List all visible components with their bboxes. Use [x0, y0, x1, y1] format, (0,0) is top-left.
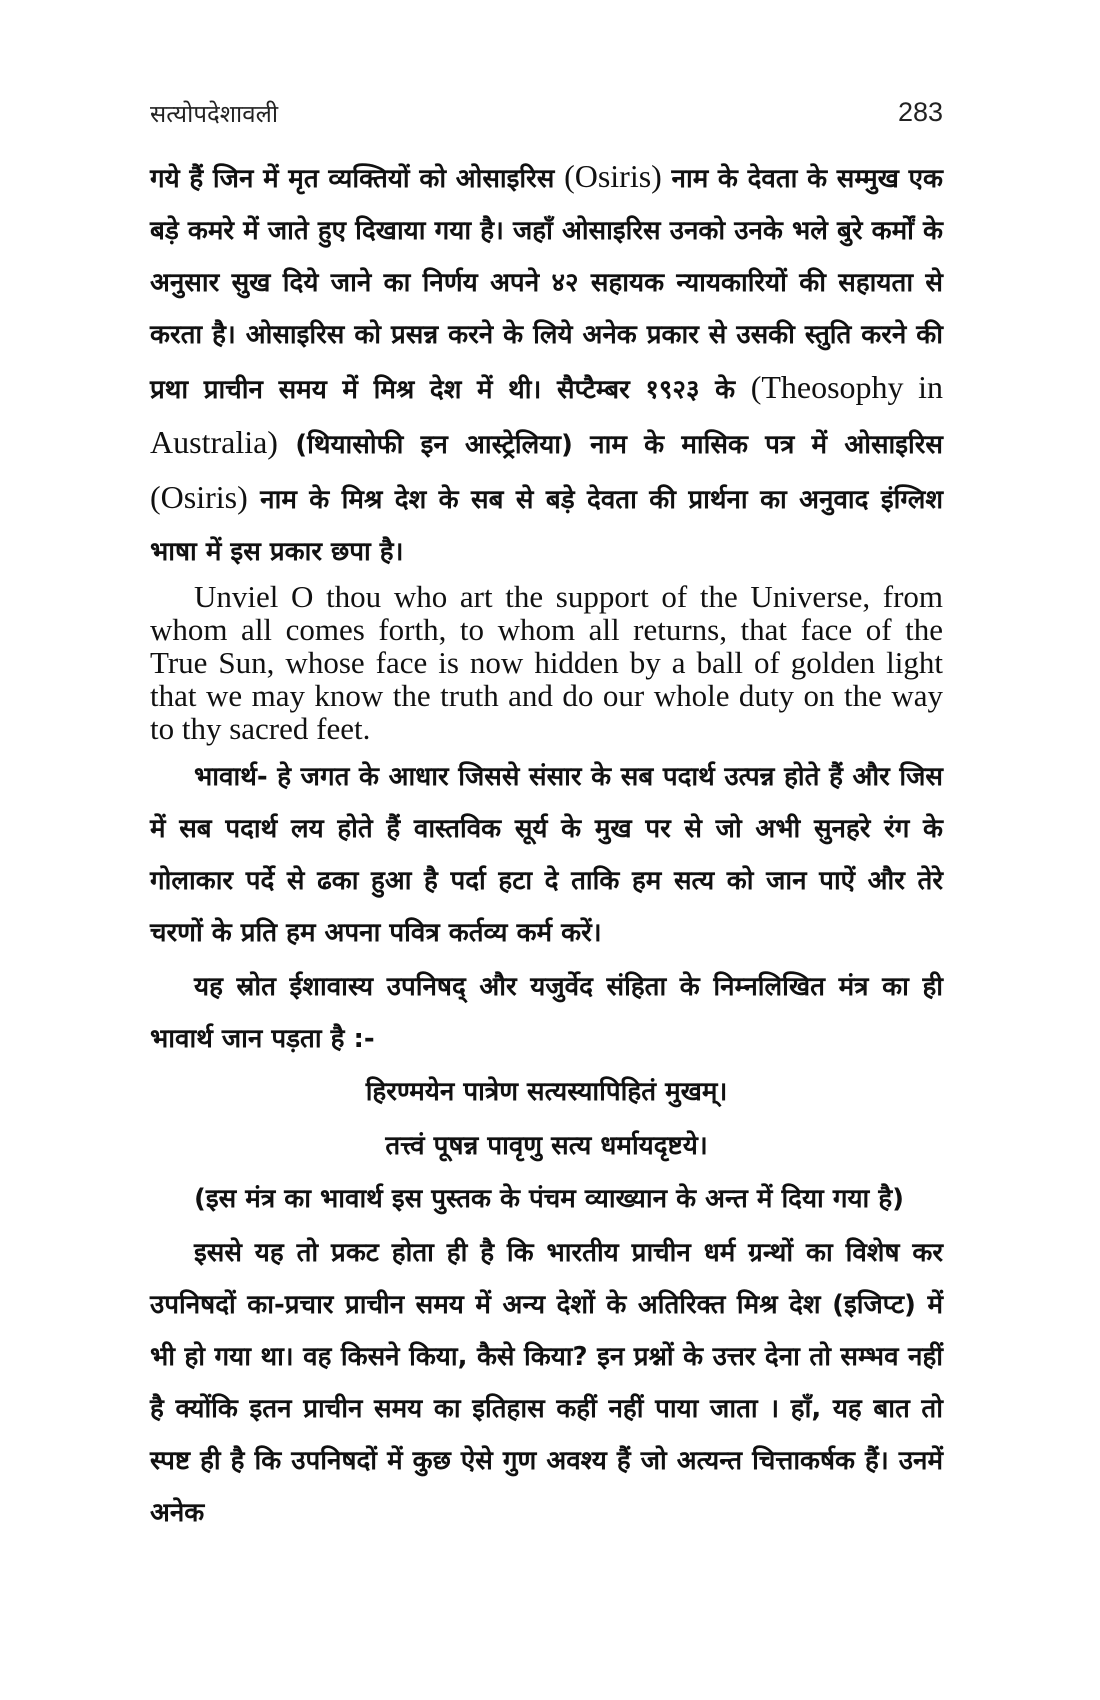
verse-line-1: हिरण्मयेन पात्रेण सत्यस्यापिहितं मुखम्। — [365, 1077, 728, 1107]
book-title: सत्योपदेशावली — [150, 100, 279, 128]
text-run: नाम के देवता के सम्मुख एक बड़े कमरे में जाते हुए दिखाया गया है। जहाँ ओसाइरिस उनको उनके भले बुरे कर्मों के अनुसार सुख दिये जाने का निर्णय अपने ४२ सहायक न्यायकारियों की सहायता से करता है। ओसाइरिस को प्रसन्न करने के लिये अनेक प्रकार से उसकी स्तुति करने की प्रथा प्राचीन समय में मिश्र देश में थी। सैप्टैम्बर १९२३ के — [150, 164, 943, 405]
english-title-theosophy: (Theosophy in Australia) — [150, 369, 944, 460]
english-term-osiris: (Osiris) — [150, 479, 248, 515]
page-number: 283 — [897, 97, 943, 127]
page-body — [150, 150, 943, 1539]
text-run: (थियासोफी इन आस्ट्रेलिया) नाम के मासिक पत्र में ओसाइरिस — [277, 430, 943, 460]
paragraph-final: इससे यह तो प्रकट होता ही है कि भारतीय प्राचीन धर्म ग्रन्थों का विशेष कर उपनिषदों का-प्रचार प्राचीन समय में अन्य देशों के अतिरिक्त मिश्र देश (इजिप्ट) में भी हो गया था। वह किसने किया, कैसे किया? इन प्रश्नों के उत्तर देना तो सम्भव नहीं है क्योंकि इतन प्राचीन समय का इतिहास कहीं नहीं पाया जाता । हाँ, यह बात तो स्पष्ट ही है कि उपनिषदों में कुछ ऐसे गुण अवश्य हैं जो अत्यन्त चित्ताकर्षक हैं। उनमें अनेक — [150, 1238, 943, 1528]
paragraph-source: यह स्रोत ईशावास्य उपनिषद् और यजुर्वेद संहिता के निम्नलिखित मंत्र का ही भावार्थ जान पड़ता है :- — [150, 972, 943, 1054]
paragraph-osiris — [150, 150, 943, 578]
english-prayer: Unviel O thou who art the support of the Universe, from whom all comes forth, to whom all returns, that face of the True Sun, whose face is now hidden by a ball of golden light that we may know the truth and do our whole duty on the way to thy sacred feet. — [150, 579, 943, 746]
english-term-osiris: (Osiris) — [564, 158, 662, 194]
text-run: नाम के मिश्र देश के सब से बड़े देवता की प्रार्थना का अनुवाद इंग्लिश भाषा में इस प्रकार छपा है। — [150, 485, 943, 567]
paragraph-bhavarth: भावार्थ- हे जगत के आधार जिससे संसार के सब पदार्थ उत्पन्न होते हैं और जिस में सब पदार्थ लय होते हैं वास्तविक सूर्य के मुख पर से जो अभी सुनहरे रंग के गोलाकार पर्दे से ढका हुआ है पर्दा हटा दे ताकि हम सत्य को जान पाऐं और तेरे चरणों के प्रति हम अपना पवित्र कर्तव्य कर्म करें। — [150, 762, 943, 948]
text-run: गये हैं जिन में मृत व्यक्तियों को ओसाइरिस — [150, 164, 565, 194]
paragraph-note: (इस मंत्र का भावार्थ इस पुस्तक के पंचम व्याख्यान के अन्त में दिया गया है) — [194, 1184, 905, 1214]
verse-line-2: तत्त्वं पूषन्न पावृणु सत्य धर्मायदृष्टये। — [385, 1131, 708, 1161]
